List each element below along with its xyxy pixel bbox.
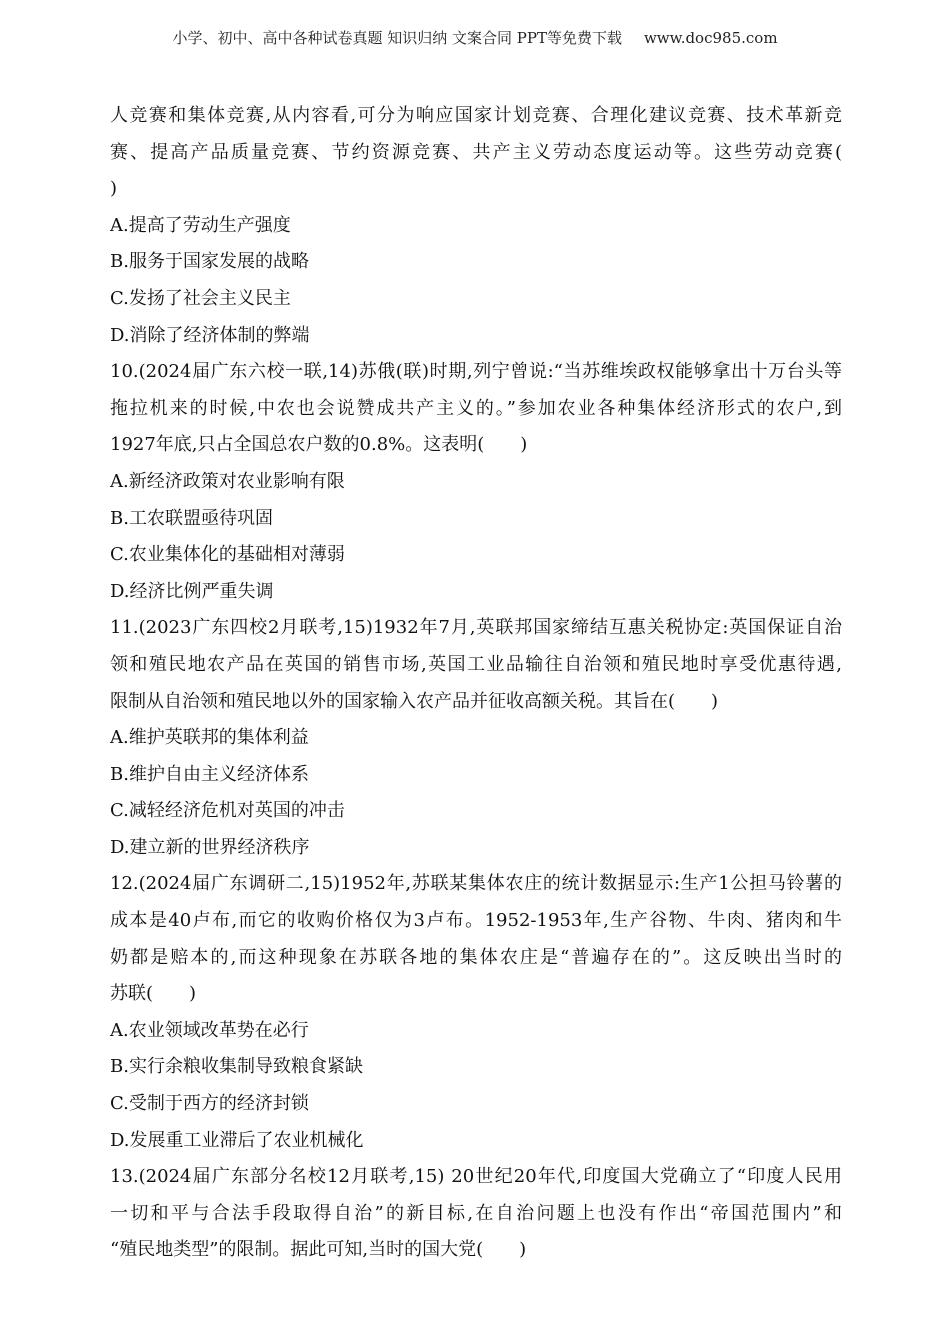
header-site-link[interactable]: www.doc985.com bbox=[643, 29, 778, 47]
option-d: D.消除了经济体制的弊端 bbox=[110, 324, 310, 346]
option-c: C.发扬了社会主义民主 bbox=[110, 287, 291, 309]
option-a: A.新经济政策对农业影响有限 bbox=[110, 470, 345, 492]
question-stem-line: 人竞赛和集体竞赛,从内容看,可分为响应国家计划竞赛、合理化建议竞赛、技术革新竞 bbox=[110, 105, 842, 126]
question-12 bbox=[110, 866, 842, 1159]
option-d: D.经济比例严重失调 bbox=[110, 580, 274, 602]
question-stem-line: 11.(2023广东四校2月联考,15)1932年7月,英联邦国家缔结互惠关税协定:英国保证自治 bbox=[110, 617, 842, 639]
question-stem-line: 拖拉机来的时候,中农也会说赞成共产主义的。”参加农业各种集体经济形式的农户,到 bbox=[110, 397, 842, 419]
question-stem-line: 成本是40卢布,而它的收购价格仅为3卢布。1952-1953年,生产谷物、牛肉、猪肉和牛 bbox=[110, 910, 842, 932]
question-10 bbox=[110, 354, 842, 610]
question-stem-line: 领和殖民地农产品在英国的销售市场,英国工业品输往自治领和殖民地时享受优惠待遇, bbox=[110, 653, 842, 675]
question-stem-line: 13.(2024届广东部分名校12月联考,15) 20世纪20年代,印度国大党确立了“印度人民用 bbox=[110, 1166, 842, 1188]
page-header bbox=[0, 26, 950, 50]
option-d: D.建立新的世界经济秩序 bbox=[110, 836, 310, 858]
option-b: B.服务于国家发展的战略 bbox=[110, 251, 309, 273]
question-stem-line: 12.(2024届广东调研二,15)1952年,苏联某集体农庄的统计数据显示:生产1公担马铃薯的 bbox=[110, 873, 842, 895]
question-11 bbox=[110, 610, 842, 866]
question-stem-line: 10.(2024届广东六校一联,14)苏俄(联)时期,列宁曾说:“当苏维埃政权能够拿出十万台头等 bbox=[110, 361, 842, 383]
question-13 bbox=[110, 1159, 842, 1269]
option-a: A.维护英联邦的集体利益 bbox=[110, 727, 309, 749]
option-d: D.发展重工业滞后了农业机械化 bbox=[110, 1129, 364, 1151]
question-stem-line: 一切和平与合法手段取得自治”的新目标,在自治问题上也没有作出“帝国范围内”和 bbox=[110, 1202, 842, 1224]
question-stem-line: “殖民地类型”的限制。据此可知,当时的国大党( ) bbox=[110, 1239, 527, 1261]
option-a: A.提高了劳动生产强度 bbox=[110, 214, 291, 236]
option-b: B.工农联盟亟待巩固 bbox=[110, 507, 273, 529]
question-stem-line: 奶都是赔本的,而这种现象在苏联各地的集体农庄是“普遍存在的”。这反映出当时的 bbox=[110, 946, 842, 968]
question-stem-line: 苏联( ) bbox=[110, 983, 197, 1005]
option-c: C.减轻经济危机对英国的冲击 bbox=[110, 800, 345, 822]
option-c: C.农业集体化的基础相对薄弱 bbox=[110, 544, 345, 566]
question-9 bbox=[110, 98, 842, 354]
question-stem-line: ) bbox=[110, 178, 118, 200]
document-body bbox=[110, 98, 842, 1269]
question-stem-line: 限制从自治领和殖民地以外的国家输入农产品并征收高额关税。其旨在( ) bbox=[110, 690, 719, 712]
question-stem-line: 赛、提高产品质量竞赛、节约资源竞赛、共产主义劳动态度运动等。这些劳动竞赛( bbox=[110, 141, 842, 163]
option-b: B.维护自由主义经济体系 bbox=[110, 763, 309, 785]
option-a: A.农业领域改革势在必行 bbox=[110, 1019, 309, 1041]
option-c: C.受制于西方的经济封锁 bbox=[110, 1093, 309, 1115]
question-stem-line: 1927年底,只占全国总农户数的0.8%。这表明( ) bbox=[110, 434, 528, 456]
option-b: B.实行余粮收集制导致粮食紧缺 bbox=[110, 1056, 363, 1078]
header-text: 小学、初中、高中各种试卷真题 知识归纳 文案合同 PPT等免费下载 bbox=[172, 29, 622, 47]
